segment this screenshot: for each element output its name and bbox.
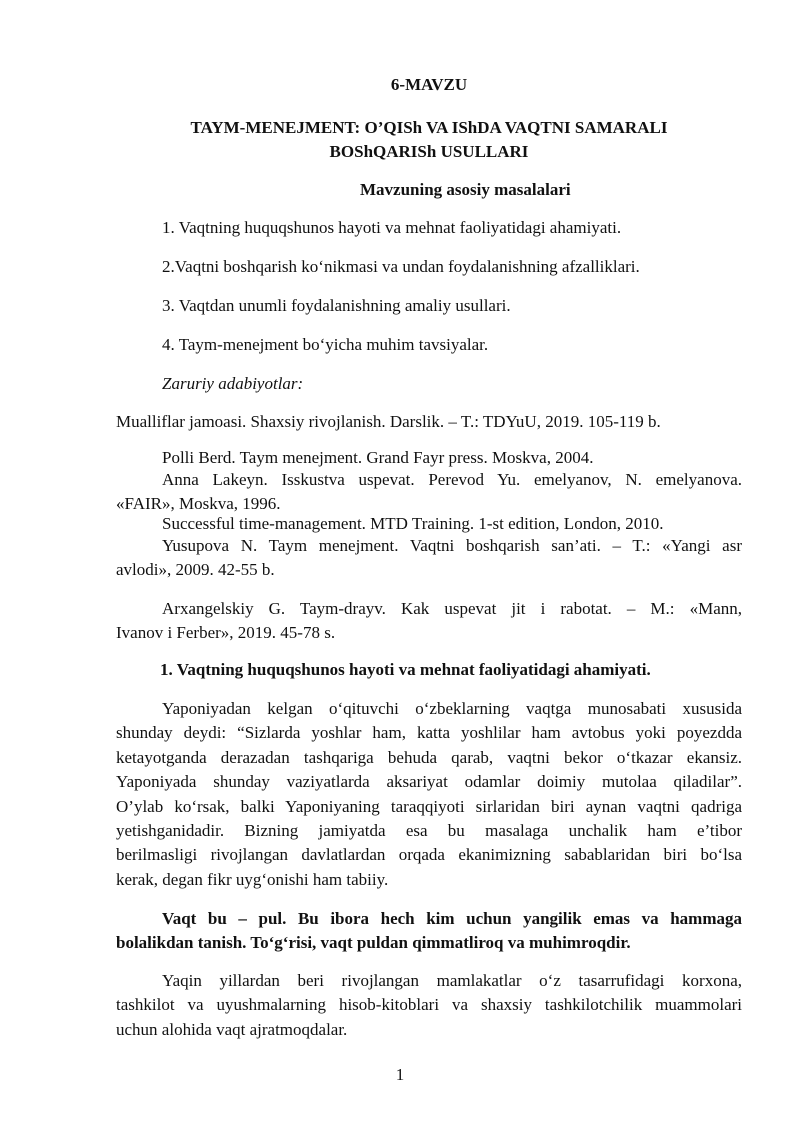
paragraph-line: Yaponiyada shunday vaziyatlarda aksariyat odamlar doimiy mutolaa qiladilar”. — [116, 772, 742, 792]
subtitle: Mavzuning asosiy masalalari — [360, 180, 571, 199]
paragraph-line: Yaponiyadan kelgan o‘qituvchi o‘zbeklarning vaqtga munosabati xususida — [162, 699, 742, 718]
question-item: 4. Taym-menejment bo‘yicha muhim tavsiyalar. — [162, 335, 489, 354]
bold-paragraph — [116, 907, 742, 956]
body-paragraph — [116, 697, 742, 892]
question-item: 3. Vaqtdan unumli foydalanishning amaliy usullari. — [162, 296, 511, 315]
literature-item-line: «FAIR», Moskva, 1996. — [116, 494, 281, 514]
title-line-1: TAYM-MENEJMENT: O’QISh VA IShDA VAQTNI SAMARALI — [190, 118, 668, 137]
paragraph-line: bolalikdan tanish. To‘g‘risi, vaqt puldan qimmatliroq va muhimroqdir. — [116, 933, 631, 953]
question-item: 2.Vaqtni boshqarish ko‘nikmasi va undan foydalanishning afzalliklari. — [162, 257, 640, 276]
literature-item-line: Arxangelskiy G. Taym-drayv. Kak uspevat jit i rabotat. – M.: «Mann, — [162, 599, 742, 618]
body-paragraph — [116, 969, 742, 1042]
literature-item — [116, 468, 742, 517]
section-heading: 1. Vaqtning huquqshunos hayoti va mehnat faoliyatidagi ahamiyati. — [160, 660, 651, 679]
paragraph-line: ketayotganda derazadan tashqariga behuda qarab, vaqtni bekor o‘tkazar ekansiz. — [116, 747, 742, 767]
literature-heading: Zaruriy adabiyotlar: — [162, 374, 304, 393]
literature-item — [116, 534, 742, 583]
title-line-2: BOShQARISh USULLARI — [329, 142, 529, 161]
page-number: 1 — [395, 1065, 405, 1084]
literature-item: Polli Berd. Taym menejment. Grand Fayr press. Moskva, 2004. — [162, 448, 594, 467]
literature-item-line: Ivanov i Ferber», 2019. 45-78 s. — [116, 623, 336, 643]
literature-item: Successful time-management. MTD Training. 1-st edition, London, 2010. — [162, 514, 664, 533]
paragraph-line: Vaqt bu – pul. Bu ibora hech kim uchun yangilik emas va hammaga — [162, 909, 742, 928]
literature-item-line: avlodi», 2009. 42-55 b. — [116, 560, 275, 580]
paragraph-line: tashkilot va uyushmalarning hisob-kitoblari va shaxsiy tashkilotchilik muammolari — [116, 995, 742, 1015]
paragraph-line: Yaqin yillardan beri rivojlangan mamlakatlar o‘z tasarrufidagi korxona, — [162, 971, 742, 990]
literature-item-line: Yusupova N. Taym menejment. Vaqtni boshqarish san’ati. – T.: «Yangi asr — [162, 536, 742, 555]
topic-number: 6-MAVZU — [390, 75, 468, 94]
paragraph-line: shunday deydi: “Sizlarda yoshlar ham, katta yoshlilar ham avtobus yoki poyezdda — [116, 723, 742, 743]
literature-item — [116, 597, 742, 646]
question-item: 1. Vaqtning huquqshunos hayoti va mehnat faoliyatidagi ahamiyati. — [162, 218, 622, 237]
paragraph-line: uchun alohida vaqt ajratmoqdalar. — [116, 1019, 348, 1039]
literature-item-line: Anna Lakeyn. Isskustva uspevat. Perevod Yu. emelyanov, N. emelyanova. — [162, 470, 742, 489]
paragraph-line: yetishganidadir. Bizning jamiyatda esa bu masalaga unchalik ham e’tibor — [116, 821, 742, 841]
literature-item: Mualliflar jamoasi. Shaxsiy rivojlanish. Darslik. – T.: TDYuU, 2019. 105-119 b. — [116, 412, 661, 431]
paragraph-line: O’ylab ko‘rsak, balki Yaponiyaning taraqqiyoti sirlaridan biri aynan vaqtni qadriga — [116, 796, 742, 816]
paragraph-line: berilmasligi rivojlangan davlatlardan orqada ekanimizning sabablaridan biri bo‘lsa — [116, 845, 742, 865]
paragraph-line: kerak, degan fikr uyg‘onishi ham tabiiy. — [116, 869, 389, 889]
